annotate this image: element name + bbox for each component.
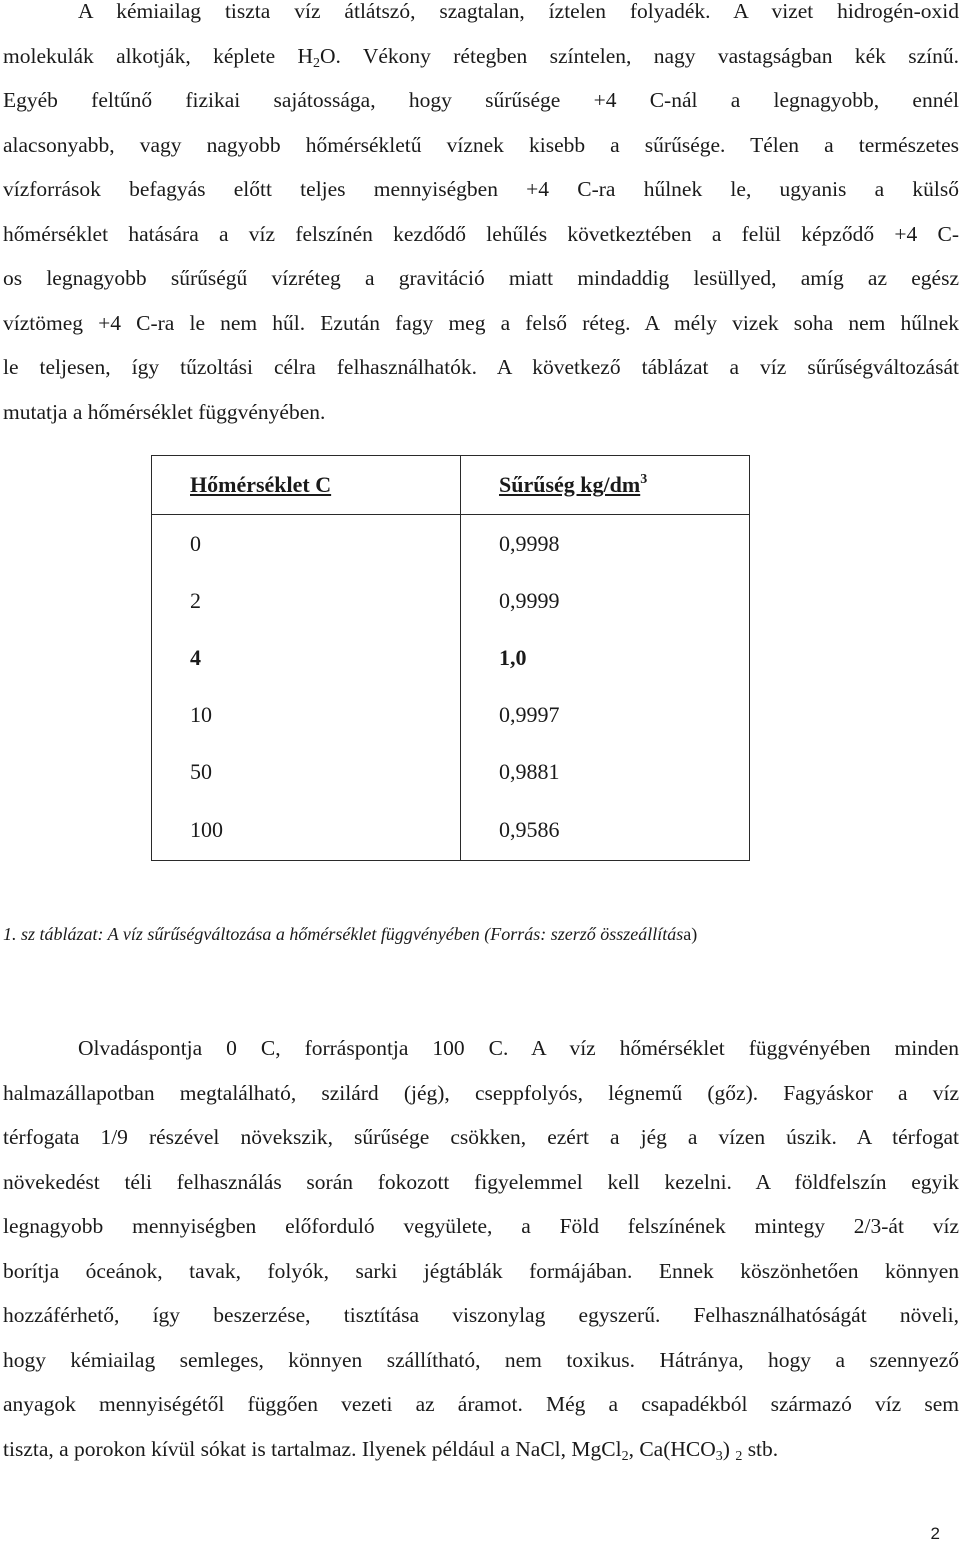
text-line: borítja óceánok, tavak, folyók, sarki jégtáblák formájában. Ennek köszönhetően könnyen	[3, 1258, 959, 1283]
text-line: A kémiailag tiszta víz átlátszó, szagtalan, íztelen folyadék. A vizet hidrogén-oxid	[78, 0, 959, 23]
text-line: Olvadáspontja 0 C, forráspontja 100 C. A víz hőmérséklet függvényében minden	[78, 1036, 959, 1060]
intro-paragraph	[3, 0, 959, 434]
temperature-cell: 0	[152, 515, 461, 573]
text-line: os legnagyobb sűrűségű vízréteg a gravitáció miatt mindaddig lesüllyed, amíg az egész	[3, 266, 959, 290]
temperature-cell: 2	[152, 572, 461, 629]
density-cell: 0,9997	[461, 686, 750, 743]
text-line: Egyéb feltűnő fizikai sajátossága, hogy sűrűsége +4 C-nál a legnagyobb, ennél	[3, 88, 959, 112]
temperature-cell: 10	[152, 686, 461, 743]
text-line: tiszta, a porokon kívül sókat is tartalmaz. Ilyenek például a NaCl, MgCl$_2$, $Ca(HCO_3)$ $_2$ stb.	[3, 1436, 779, 1464]
temperature-cell: 50	[152, 743, 461, 800]
text-line: le teljesen, így tűzoltási célra felhasználhatók. A következő táblázat a víz sűrűségváltozását	[3, 355, 959, 379]
density-cell: 0,9586	[461, 800, 750, 861]
page-number: 2	[930, 1524, 940, 1543]
density-cell: 0,9881	[461, 743, 750, 800]
text-line: hőmérséklet hatására a víz felszínén kezdődő lehűlés következtében a felül képződő +4 C-	[3, 221, 959, 246]
text-line: molekulák alkotják, képlete $H_2O$. Vékony rétegben színtelen, nagy vastagságban kék színű.	[3, 43, 959, 71]
density-table	[151, 455, 750, 861]
text-line: víztömeg +4 C-ra le nem hűl. Ezután fagy meg a felső réteg. A mély vizek soha nem hűlnek	[3, 310, 959, 335]
density-header: Sűrűség $kg/dm^3$	[461, 456, 750, 515]
text-line: legnagyobb mennyiségben előforduló vegyülete, a Föld felszínének mintegy 2/3-át víz	[3, 1214, 959, 1238]
temperature-cell: 100	[152, 800, 461, 861]
table-row	[152, 743, 750, 800]
body-paragraph	[3, 1026, 959, 1471]
table-row	[152, 800, 750, 861]
subscript: 2	[313, 55, 321, 71]
text-line: alacsonyabb, vagy nagyobb hőmérsékletű víznek kisebb a sűrűsége. Télen a természetes	[3, 132, 959, 157]
text-line: anyagok mennyiségétől függően vezeti az áramot. Még a csapadékból származó víz sem	[3, 1392, 959, 1416]
temperature-header: Hőmérséklet C	[152, 456, 461, 515]
text-line: hogy kémiailag semleges, könnyen szállítható, nem toxikus. Hátránya, hogy a szennyező	[3, 1347, 959, 1372]
text-line: halmazállapotban megtalálható, szilárd (jég), cseppfolyós, légnemű (gőz). Fagyáskor a víz	[3, 1080, 959, 1105]
table-row	[152, 515, 750, 573]
text-line: vízforrások befagyás előtt teljes mennyiségben +4 C-ra hűlnek le, ugyanis a külső	[3, 177, 959, 201]
text-line: hozzáférhető, így beszerzése, tisztítása viszonylag egyszerű. Felhasználhatóságát növeli,	[3, 1303, 959, 1327]
table-caption: 1. sz táblázat: A víz sűrűségváltozása a hőmérséklet függvényében (Forrás: szerző összeállítása)	[3, 924, 698, 944]
text-line: térfogata 1/9 részével növekszik, sűrűsége csökken, ezért a jég a vízen úszik. A térfogat	[3, 1125, 959, 1149]
table-row	[152, 572, 750, 629]
density-cell: 0,9998	[461, 515, 750, 573]
temperature-cell: 4	[152, 629, 461, 686]
table-header-row	[152, 456, 750, 515]
density-cell: 0,9999	[461, 572, 750, 629]
text-line: mutatja a hőmérséklet függvényében.	[3, 399, 326, 424]
table-row	[152, 686, 750, 743]
text-line: növekedést téli felhasználás során fokozott figyelemmel kell kezelni. A földfelszín egyik	[3, 1169, 959, 1194]
table-row	[152, 629, 750, 686]
density-cell: 1,0	[461, 629, 750, 686]
